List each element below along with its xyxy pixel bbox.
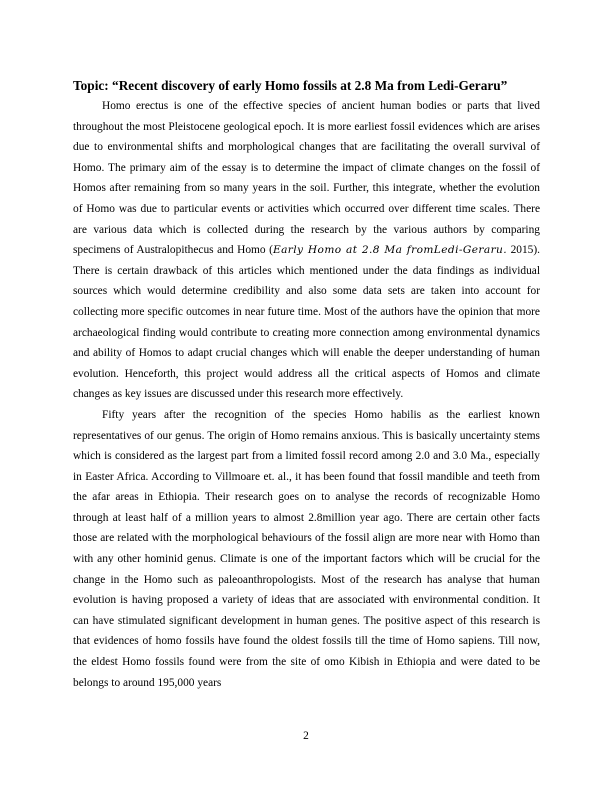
citation-italic: Early Homo at 2.8 Ma fromLedi-Geraru. (272, 244, 508, 257)
document-body (73, 96, 540, 693)
page-number: 2 (303, 730, 309, 742)
paragraph-1-text: Homo erectus is one of the effective species of ancient human bodies or parts that lived throughout the most Pleistocene geological epoch. It is more earliest fossil evidences which are arises due to environmental shifts and morphological changes that are facilitating the overall survival of Homo. The primary aim of the essay is to determine the impact of climate changes on the fossil of Homos after remaining from so many years in the soil. Further, this integrate, whether the evolution of Homo was due to particular events or activities which occurred over different time scales. There are various data which is collected during the research by the various authors by comparing specimens of Australopithecus and Homo ( (73, 100, 540, 257)
paragraph-1 (73, 96, 540, 405)
document-title: Topic: “Recent discovery of early Homo fossils at 2.8 Ma from Ledi-Geraru” (73, 78, 508, 93)
paragraph-1-continuation: 2015). There is certain drawback of this articles which mentioned under the data findings as individual sources which would determine credibility and also some data sets are taken into account for collecting more specific outcomes in near future time. Most of the authors have the opinion that more archaeological finding would contribute to creating more connection among environmental dynamics and ability of Homos to adapt crucial changes which will enable the deeper understanding of human evolution. Henceforth, this project would address all the critical aspects of Homos and climate changes as key issues are discussed under this research more effectively. (73, 244, 540, 401)
paragraph-2: Fifty years after the recognition of the species Homo habilis as the earliest known representatives of our genus. The origin of Homo remains anxious. This is basically uncertainty stems which is considered as the largest part from a limited fossil record among 2.0 and 3.0 Ma., especially in Easter Africa. According to Villmoare et. al., it has been found that fossil mandible and teeth from the afar areas in Ethiopia. Their research goes on to analyse the records of recognizable Homo through at least half of a million years to almost 2.8million year ago. There are certain other facts those are related with the morphological behaviours of the fossil align are more near with Homo than with any other hominid genus. Climate is one of the important factors which will be crucial for the change in the Homo such as paleoanthropologists. Most of the research has analyse that human evolution is having proposed a variety of ideas that are associated with environmental condition. It can have stimulated significant development in human genes. The positive aspect of this research is that evidences of homo fossils have found the oldest fossils till the time of Homo sapiens. Till now, the eldest Homo fossils found were from the site of omo Kibish in Ethiopia and were dated to be belongs to around 195,000 years (73, 408, 540, 689)
